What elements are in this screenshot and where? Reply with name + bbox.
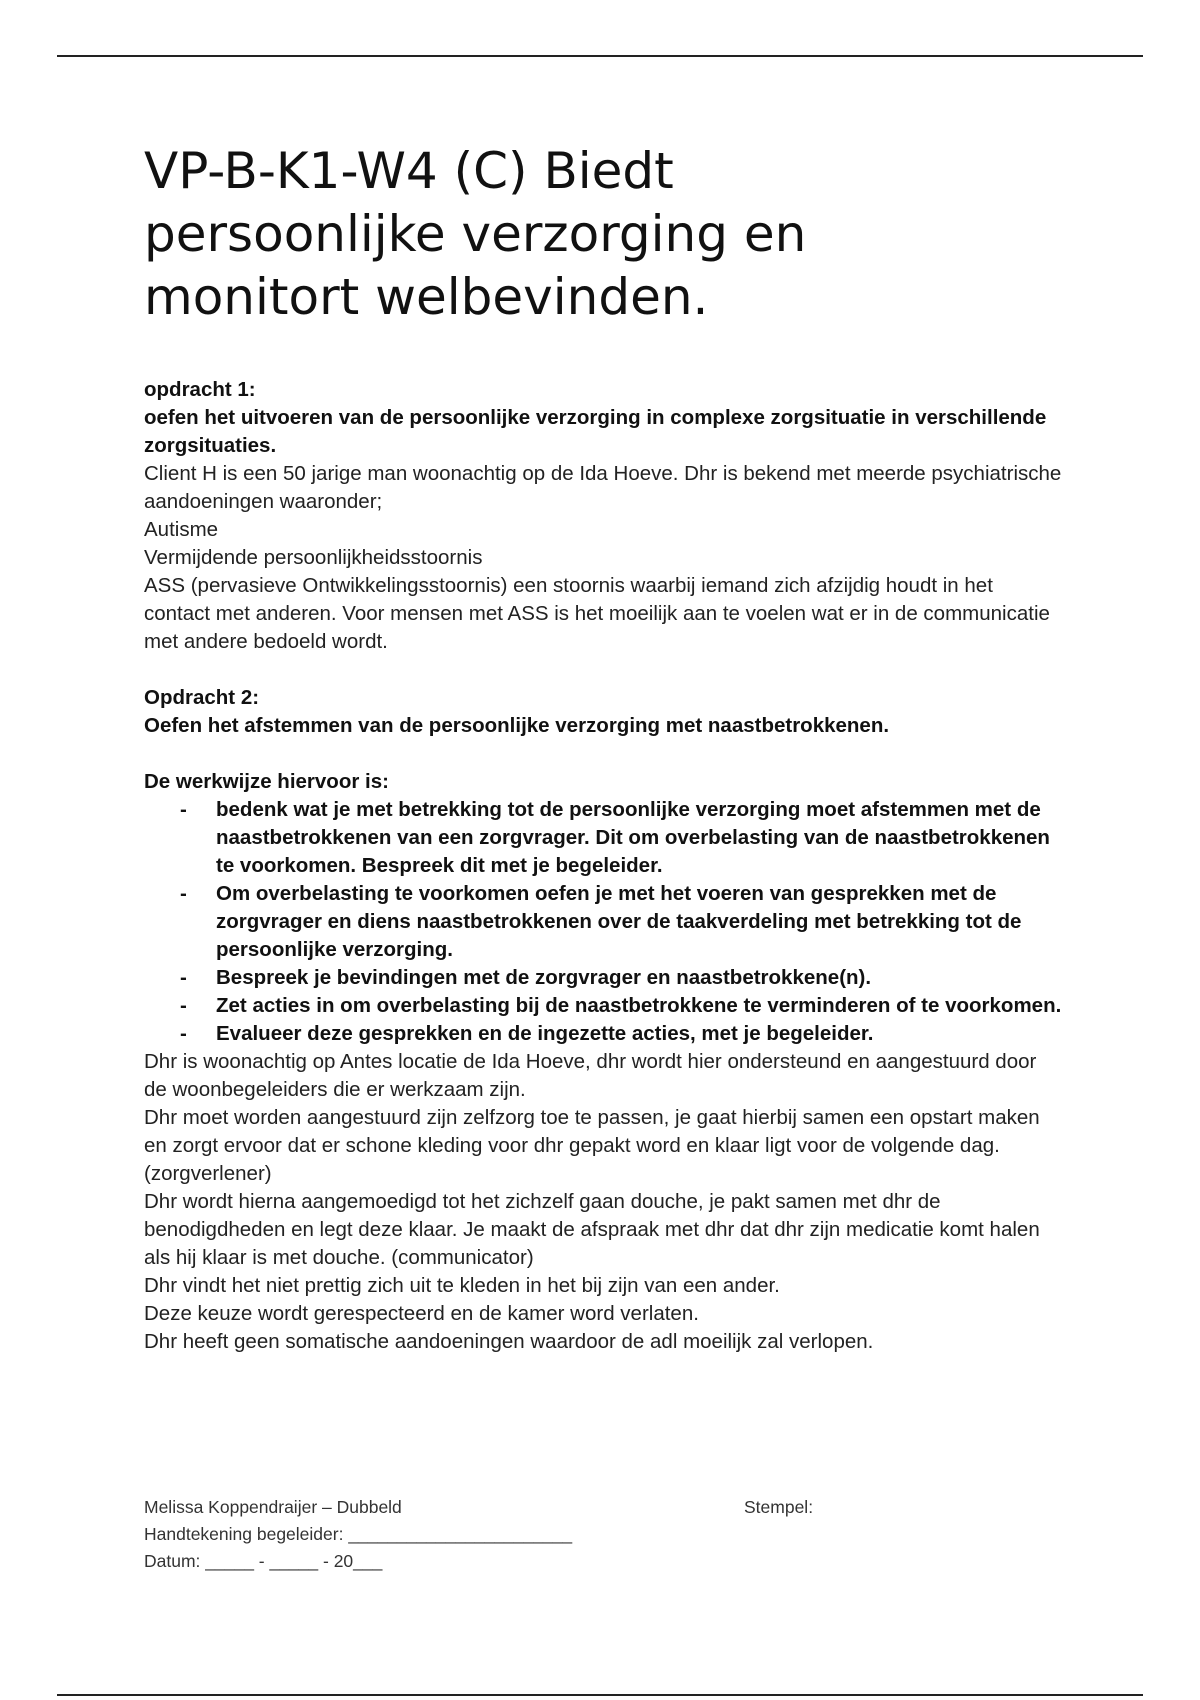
method-step: - Evalueer deze gesprekken en de ingezette acties, met je begeleider. [216, 1020, 1064, 1048]
narrative-paragraph: Deze keuze wordt gerespecteerd en de kamer word verlaten. [144, 1302, 699, 1325]
ass-description: ASS (pervasieve Ontwikkelingsstoornis) een stoornis waarbij iemand zich afzijdig houdt in het contact met anderen. Voor mensen met ASS is het moeilijk aan te voelen wat er in de communicatie met andere bedoeld wordt. [144, 574, 1050, 653]
assignment2-heading: Opdracht 2: [144, 686, 260, 709]
condition-item: Autisme [144, 518, 219, 541]
method-step: - Bespreek je bevindingen met de zorgvrager en naastbetrokkene(n). [216, 964, 1064, 992]
document-page [144, 140, 1064, 1356]
condition-item: Vermijdende persoonlijkheidsstoornis [144, 546, 483, 569]
narrative-paragraph: Dhr wordt hierna aangemoedigd tot het zichzelf gaan douche, je pakt samen met dhr de benodigdheden en legt deze klaar. Je maakt de afspraak met dhr dat dhr zijn medicatie komt halen als hij klaar is met douche. (communicator) [144, 1190, 1040, 1269]
signature-footer [144, 1494, 1044, 1575]
narrative-paragraph: Dhr is woonachtig op Antes locatie de Ida Hoeve, dhr wordt hier ondersteund en aangestuurd door de woonbegeleiders die er werkzaam zijn. [144, 1050, 1037, 1101]
method-step: - bedenk wat je met betrekking tot de persoonlijke verzorging moet afstemmen met de naastbetrokkenen van een zorgvrager. Dit om overbelasting van de naastbetrokkenen te voorkomen. Bespreek dit met je begeleider. [216, 796, 1064, 880]
spacer [144, 740, 1064, 768]
narrative-paragraph: Dhr heeft geen somatische aandoeningen waardoor de adl moeilijk zal verlopen. [144, 1330, 874, 1353]
date-line: Datum: _____ - _____ - 20___ [144, 1551, 383, 1571]
author-name: Melissa Koppendraijer – Dubbeld [144, 1497, 402, 1517]
assignment1-intro: Client H is een 50 jarige man woonachtig op de Ida Hoeve. Dhr is bekend met meerde psychiatrische aandoeningen waaronder; [144, 462, 1062, 513]
assignment2-subheading: Oefen het afstemmen van de persoonlijke verzorging met naastbetrokkenen. [144, 714, 890, 737]
document-title: VP-B-K1-W4 (C) Biedt persoonlijke verzorging en monitort welbevinden. [144, 142, 807, 326]
assignment1-subheading: oefen het uitvoeren van de persoonlijke verzorging in complexe zorgsituatie in verschillende zorgsituaties. [144, 406, 1047, 457]
document-body [144, 376, 1064, 1356]
stamp-label: Stempel: [744, 1497, 814, 1517]
signature-line: Handtekening begeleider: _______________________ [144, 1524, 573, 1544]
assignment1-heading: opdracht 1: [144, 378, 256, 401]
footer-rule [57, 1694, 1143, 1696]
method-heading: De werkwijze hiervoor is: [144, 770, 389, 793]
narrative-paragraph: Dhr vindt het niet prettig zich uit te kleden in het bij zijn van een ander. [144, 1274, 780, 1297]
header-rule [57, 55, 1143, 57]
method-step: - Om overbelasting te voorkomen oefen je met het voeren van gesprekken met de zorgvrager en diens naastbetrokkenen over de taakverdeling met betrekking tot de persoonlijke verzorging. [216, 880, 1064, 964]
spacer [144, 656, 1064, 684]
method-steps-list [144, 796, 1064, 1048]
narrative-paragraph: Dhr moet worden aangestuurd zijn zelfzorg toe te passen, je gaat hierbij samen een opstart maken en zorgt ervoor dat er schone kleding voor dhr gepakt word en klaar ligt voor de volgende dag. (zorgverlener) [144, 1106, 1040, 1185]
method-step: - Zet acties in om overbelasting bij de naastbetrokkene te verminderen of te voorkomen. [216, 992, 1064, 1020]
